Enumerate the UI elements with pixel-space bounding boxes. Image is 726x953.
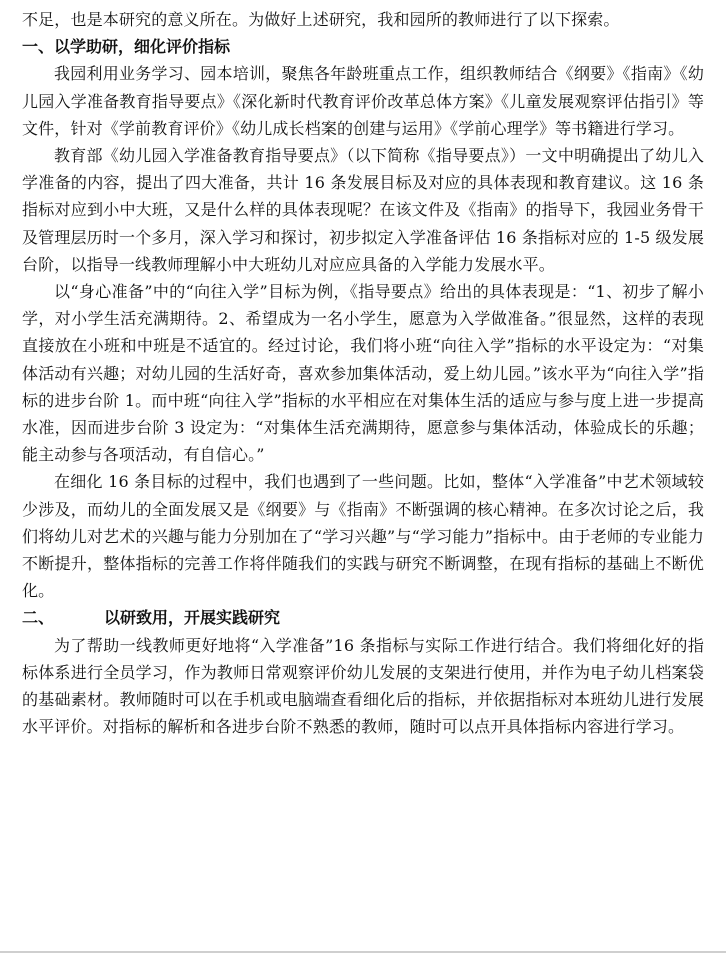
paragraph-study: 我园利用业务学习、园本培训，聚焦各年龄班重点工作，组织教师结合《纲要》《指南》《幼儿园入学准备教育指导要点》《深化新时代教育评价改革总体方案》《儿童发展观察评估指引》等文件，针对《学前教育评价》《幼儿成长档案的创建与运用》《学前心理学》等书籍进行学习。 <box>22 64 704 138</box>
section-heading-2-text: 以研致用，开展实践研究 <box>104 608 281 628</box>
section-heading-2 <box>22 604 704 631</box>
section-heading-1: 一、以学助研，细化评价指标 <box>22 37 231 57</box>
paragraph-guidelines: 教育部《幼儿园入学准备教育指导要点》（以下简称《指导要点》）一文中明确提出了幼儿入学准备的内容，提出了四大准备，共计 16 条发展目标及对应的具体表现和教育建议。这 16 条指标对应到小中大班，又是什么样的具体表现呢？在该文件及《指南》的指导下，我园业务骨干及管理层历时一个多月，深入学习和探讨，初步拟定入学准备评估 16 条指标对应的 1-5 级发展台阶，以指导一线教师理解小中大班幼儿对应应具备的入学能力发展水平。 <box>22 146 704 274</box>
paragraph-example: 以“身心准备”中的“向往入学”目标为例，《指导要点》给出的具体表现是：“1、初步了解小学，对小学生活充满期待。2、希望成为一名小学生，愿意为入学做准备。”很显然，这样的表现直接放在小班和中班是不适宜的。经过讨论，我们将小班“向往入学”指标的水平设定为：“对集体活动有兴趣；对幼儿园的生活好奇，喜欢参加集体活动，爱上幼儿园。”该水平为“向往入学”指标的进步台阶 1。而中班“向往入学”指标的水平相应在对集体生活的适应与参与度上进一步提高水准，因而进步台阶 3 设定为：“对集体生活充满期待，愿意参与集体活动，体验成长的乐趣；能主动参与各项活动，有自信心。” <box>22 282 704 465</box>
section-heading-2-number: 二、 <box>22 608 55 628</box>
paragraph-intro-tail: 不足，也是本研究的意义所在。为做好上述研究，我和园所的教师进行了以下探索。 <box>22 10 620 29</box>
paragraph-practice: 为了帮助一线教师更好地将“入学准备”16 条指标与实际工作进行结合。我们将细化好的指标体系进行全员学习，作为教师日常观察评价幼儿发展的支架进行使用，并作为电子幼儿档案袋的基础素材。教师随时可以在手机或电脑端查看细化后的指标，并依据指标对本班幼儿进行发展水平评价。对指标的解析和各进步台阶不熟悉的教师，随时可以点开具体指标内容进行学习。 <box>22 635 704 737</box>
document-body <box>22 6 704 740</box>
paragraph-problems: 在细化 16 条目标的过程中，我们也遇到了一些问题。比如，整体“入学准备”中艺术领域较少涉及，而幼儿的全面发展又是《纲要》与《指南》不断强调的核心精神。在多次讨论之后，我们将幼儿对艺术的兴趣与能力分别加在了“学习兴趣”与“学习能力”指标中。由于老师的专业能力不断提升，整体指标的完善工作将伴随我们的实践与研究不断调整，在现有指标的基础上不断优化。 <box>22 472 704 601</box>
